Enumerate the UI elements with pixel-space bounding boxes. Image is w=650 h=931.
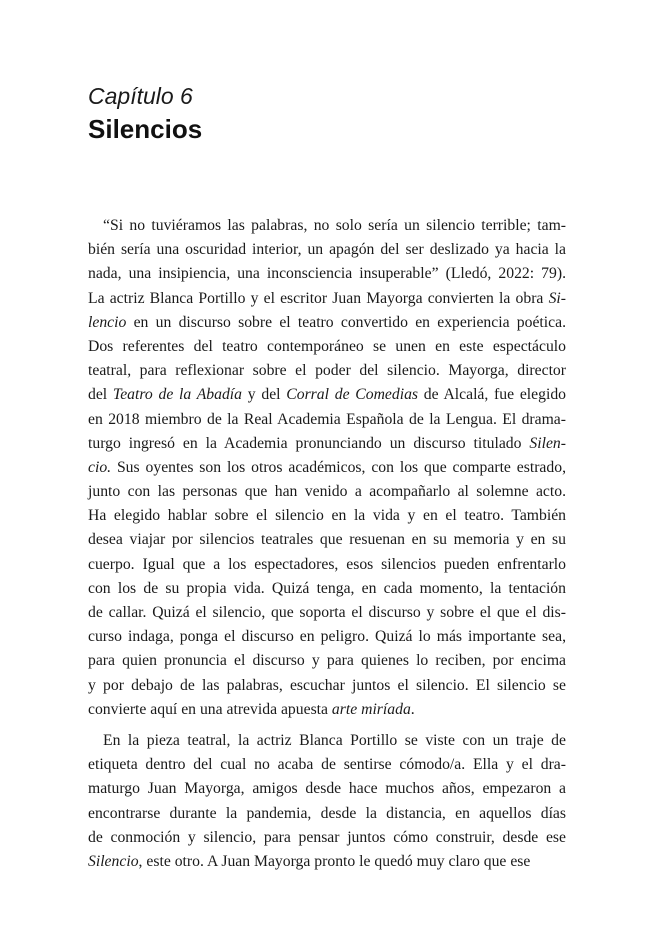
text-line — [88, 577, 566, 601]
chapter-label: Capítulo 6 — [88, 83, 193, 109]
text-line — [88, 802, 566, 826]
text-run: de conmoción y silencio, para pensar juntos cómo construir, desde ese — [88, 828, 566, 846]
text-run: Dos referentes del teatro contemporáneo se unen en este espectáculo — [88, 337, 566, 355]
text-line — [88, 214, 566, 238]
text-run: para quien pronuncia el discurso y para quienes lo reciben, por encima — [88, 652, 566, 670]
text-line — [88, 729, 566, 753]
text-run: bién sería una oscuridad interior, un apagón del ser deslizado ya hacia la — [88, 241, 566, 259]
text-run: La actriz Blanca Portillo y el escritor Juan Mayorga convierten la obra — [88, 289, 549, 307]
text-run: teatral, para reflexionar sobre el poder del silencio. Mayorga, director — [88, 362, 566, 380]
italic-text: Teatro de la Abadía — [112, 386, 243, 404]
italic-text: cio. — [88, 458, 112, 476]
text-run: de Alcalá, fue elegido — [418, 386, 567, 404]
body-text — [88, 214, 566, 874]
text-line — [88, 432, 566, 456]
text-run: en 2018 miembro de la Real Academia Española de la Lengua. El drama- — [88, 410, 566, 428]
italic-text: arte miríada — [331, 700, 411, 718]
text-line — [88, 383, 566, 407]
text-run: Ha elegido hablar sobre el silencio en la vida y en el teatro. También — [88, 507, 566, 525]
text-run: convierte aquí en una atrevida apuesta — [88, 700, 332, 718]
text-run: Sus oyentes son los otros académicos, con los que comparte estrado, — [111, 458, 566, 476]
text-run: desea viajar por silencios teatrales que resuenan en su memoria y en su — [88, 531, 566, 549]
text-run: turgo ingresó en la Academia pronunciando un discurso titulado — [88, 434, 530, 452]
text-line — [88, 753, 566, 777]
text-line — [88, 408, 566, 432]
text-line — [88, 456, 566, 480]
text-line — [88, 777, 566, 801]
text-run: y por debajo de las palabras, escuchar juntos el silencio. El silencio se — [88, 676, 566, 694]
italic-text: lencio — [88, 313, 127, 331]
text-run: junto con las personas que han venido a acompañarlo al solemne acto. — [88, 483, 566, 501]
text-line — [88, 826, 566, 850]
text-run: curso indaga, ponga el discurso en peligro. Quizá lo más importante sea, — [88, 628, 566, 646]
text-line — [88, 359, 566, 383]
text-line — [88, 528, 566, 552]
text-run: de callar. Quizá el silencio, que soporta el discurso y sobre el que el dis- — [88, 604, 566, 621]
italic-text: Silen- — [529, 434, 566, 452]
text-run: , este otro. A Juan Mayorga pronto le quedó muy claro que ese — [138, 852, 531, 870]
text-line — [88, 262, 566, 286]
italic-text: Silencio — [88, 852, 139, 870]
text-run: “Si no tuviéramos las palabras, no solo sería un silencio terrible; tam- — [103, 217, 566, 234]
text-line — [88, 698, 566, 722]
text-line — [88, 480, 566, 504]
italic-text: Corral de Comedias — [286, 386, 419, 404]
text-run: En la pieza teatral, la actriz Blanca Portillo se viste con un traje de — [103, 731, 566, 749]
text-run: en un discurso sobre el teatro convertido en experiencia poética. — [126, 313, 566, 331]
text-run: del — [88, 386, 113, 404]
text-line — [88, 649, 566, 673]
text-run: con los de su propia vida. Quizá tenga, en cada momento, la tentación — [88, 579, 566, 597]
text-line — [88, 850, 566, 874]
text-line — [88, 311, 566, 335]
paragraph-gap — [88, 722, 566, 729]
text-line — [88, 553, 566, 577]
text-run: encontrarse durante la pandemia, desde la distancia, en aquellos días — [88, 804, 566, 822]
chapter-title: Silencios — [88, 114, 203, 144]
text-line — [88, 504, 566, 528]
paragraph — [88, 214, 566, 722]
paragraph — [88, 729, 566, 874]
text-run: maturgo Juan Mayorga, amigos desde hace muchos años, empezaron a — [88, 780, 566, 798]
text-run: . — [410, 700, 415, 718]
text-line — [88, 287, 566, 311]
text-run: cuerpo. Igual que a los espectadores, esos silencios pueden enfrentarlo — [88, 555, 566, 573]
italic-text: Si- — [548, 289, 566, 307]
text-run: etiqueta dentro del cual no acaba de sentirse cómodo/a. Ella y el dra- — [88, 756, 566, 774]
text-line — [88, 674, 566, 698]
text-line — [88, 238, 566, 262]
text-run: y del — [242, 386, 287, 404]
text-line — [88, 625, 566, 649]
text-run: nada, una insipiencia, una inconsciencia insuperable” (Lledó, 2022: 79). — [88, 265, 566, 283]
text-line — [88, 601, 566, 625]
text-line — [88, 335, 566, 359]
